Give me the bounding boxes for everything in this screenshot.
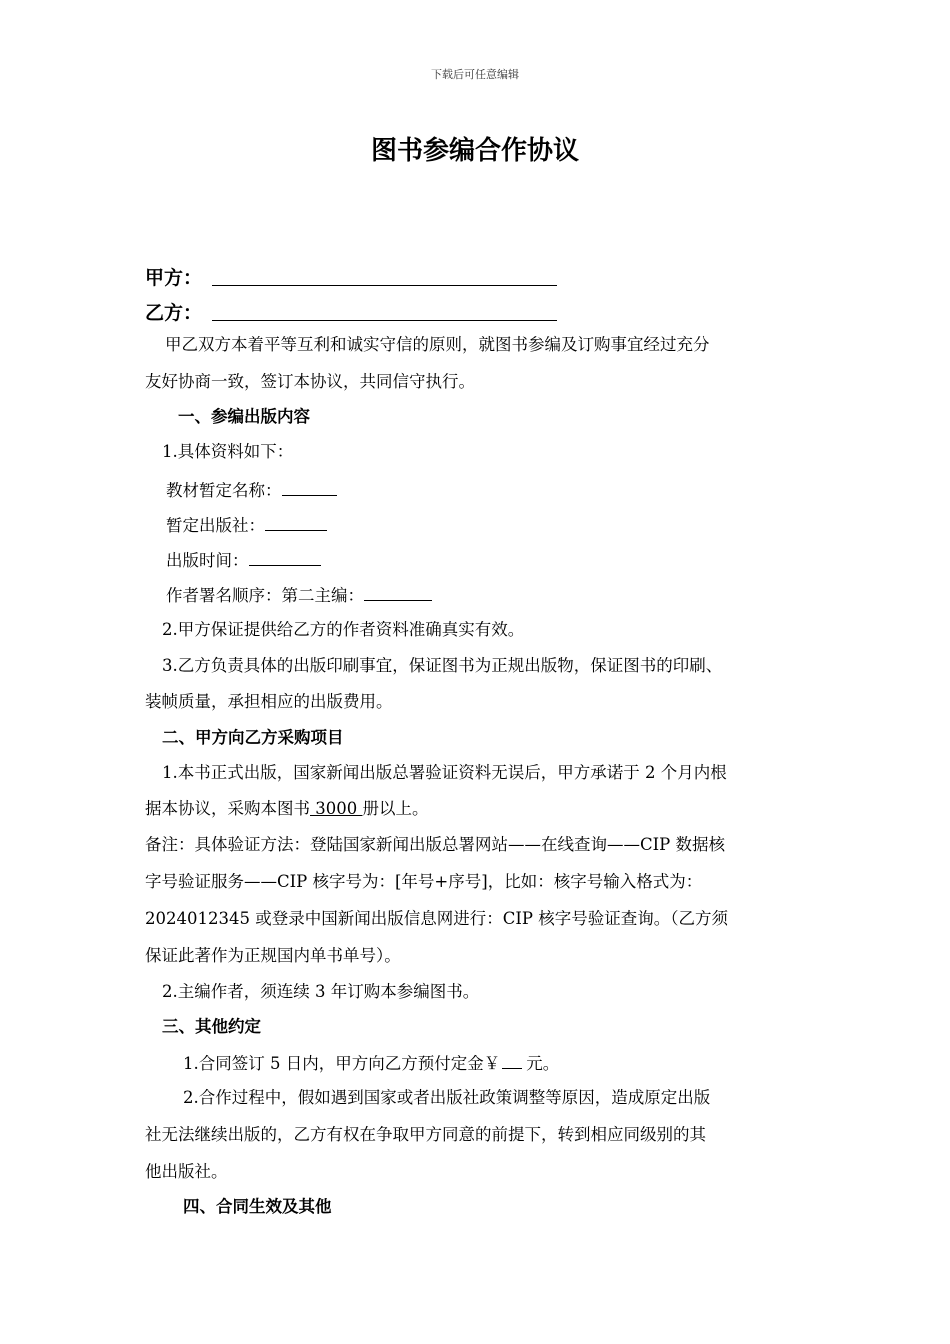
header-note: 下载后可任意编辑 (431, 68, 519, 81)
field-textbook-name-label: 教材暂定名称： (166, 481, 282, 500)
section1-item1: 1.具体资料如下： (162, 442, 294, 461)
party-b-label: 乙方： (145, 302, 203, 324)
field-textbook-name (166, 479, 337, 501)
field-author-order-label: 作者署名顺序：第二主编： (166, 586, 364, 605)
section3-item2-line3: 他出版社。 (145, 1162, 228, 1181)
section1-heading: 一、参编出版内容 (178, 407, 310, 426)
section3-item2-line2: 社无法继续出版的，乙方有权在争取甲方同意的前提下，转到相应同级别的其 (145, 1125, 706, 1144)
field-pub-time-label: 出版时间： (166, 551, 249, 570)
section2-item1-line1: 1.本书正式出版，国家新闻出版总署验证资料无误后，甲方承诺于 2 个月内根 (162, 763, 727, 782)
section3-item2-line1: 2.合作过程中，假如遇到国家或者出版社政策调整等原因，造成原定出版 (183, 1088, 711, 1107)
section3-item1-post: 元。 (526, 1054, 560, 1073)
field-pub-time (166, 549, 321, 571)
section1-item3-line1: 3.乙方负责具体的出版印刷事宜，保证图书为正规出版物，保证图书的印刷、 (162, 656, 723, 675)
section1-item3-line2: 装帧质量，承担相应的出版费用。 (145, 692, 393, 711)
publisher-blank (265, 514, 327, 531)
section2-item1-line2 (145, 799, 428, 819)
verification-note-line-1: 备注：具体验证方法：登陆国家新闻出版总署网站——在线查询——CIP 数据核 (145, 835, 725, 854)
field-author-order (166, 584, 432, 606)
intro-line-1: 甲乙双方本着平等互利和诚实守信的原则，就图书参编及订购事宜经过充分 (165, 335, 710, 354)
author-order-blank (364, 584, 432, 601)
pub-time-blank (249, 549, 321, 566)
field-publisher-label: 暂定出版社： (166, 516, 265, 535)
party-b-blank (212, 320, 557, 321)
section2-heading: 二、甲方向乙方采购项目 (162, 728, 344, 747)
section3-item1 (183, 1052, 559, 1074)
purchase-quantity: 3000 (310, 799, 363, 818)
section3-item1-pre: 1.合同签订 5 日内，甲方向乙方预付定金￥ (183, 1054, 501, 1073)
verification-note-line-3: 2024012345 或登录中国新闻出版信息网进行：CIP 核字号验证查询。（乙方须 (145, 909, 728, 928)
verification-note-line-4: 保证此著作为正规国内单书单号）。 (145, 946, 401, 965)
section2-item1-line2-pre: 据本协议，采购本图书 (145, 799, 310, 818)
document-title: 图书参编合作协议 (370, 136, 579, 166)
section2-item1-line2-post: 册以上。 (362, 799, 429, 818)
section1-item2: 2.甲方保证提供给乙方的作者资料准确真实有效。 (162, 620, 525, 639)
party-a-label: 甲方： (145, 267, 203, 289)
intro-line-2: 友好协商一致，签订本协议，共同信守执行。 (145, 372, 475, 391)
verification-note-line-2: 字号验证服务——CIP 核字号为：[年号+序号]，比如：核字号输入格式为： (145, 872, 703, 891)
deposit-amount-blank (502, 1052, 522, 1069)
textbook-name-blank (282, 479, 337, 496)
section4-heading: 四、合同生效及其他 (183, 1197, 332, 1216)
field-publisher (166, 514, 327, 536)
section2-item2: 2.主编作者，须连续 3 年订购本参编图书。 (162, 982, 480, 1001)
party-a-blank (212, 285, 557, 286)
section3-heading: 三、其他约定 (162, 1017, 261, 1036)
